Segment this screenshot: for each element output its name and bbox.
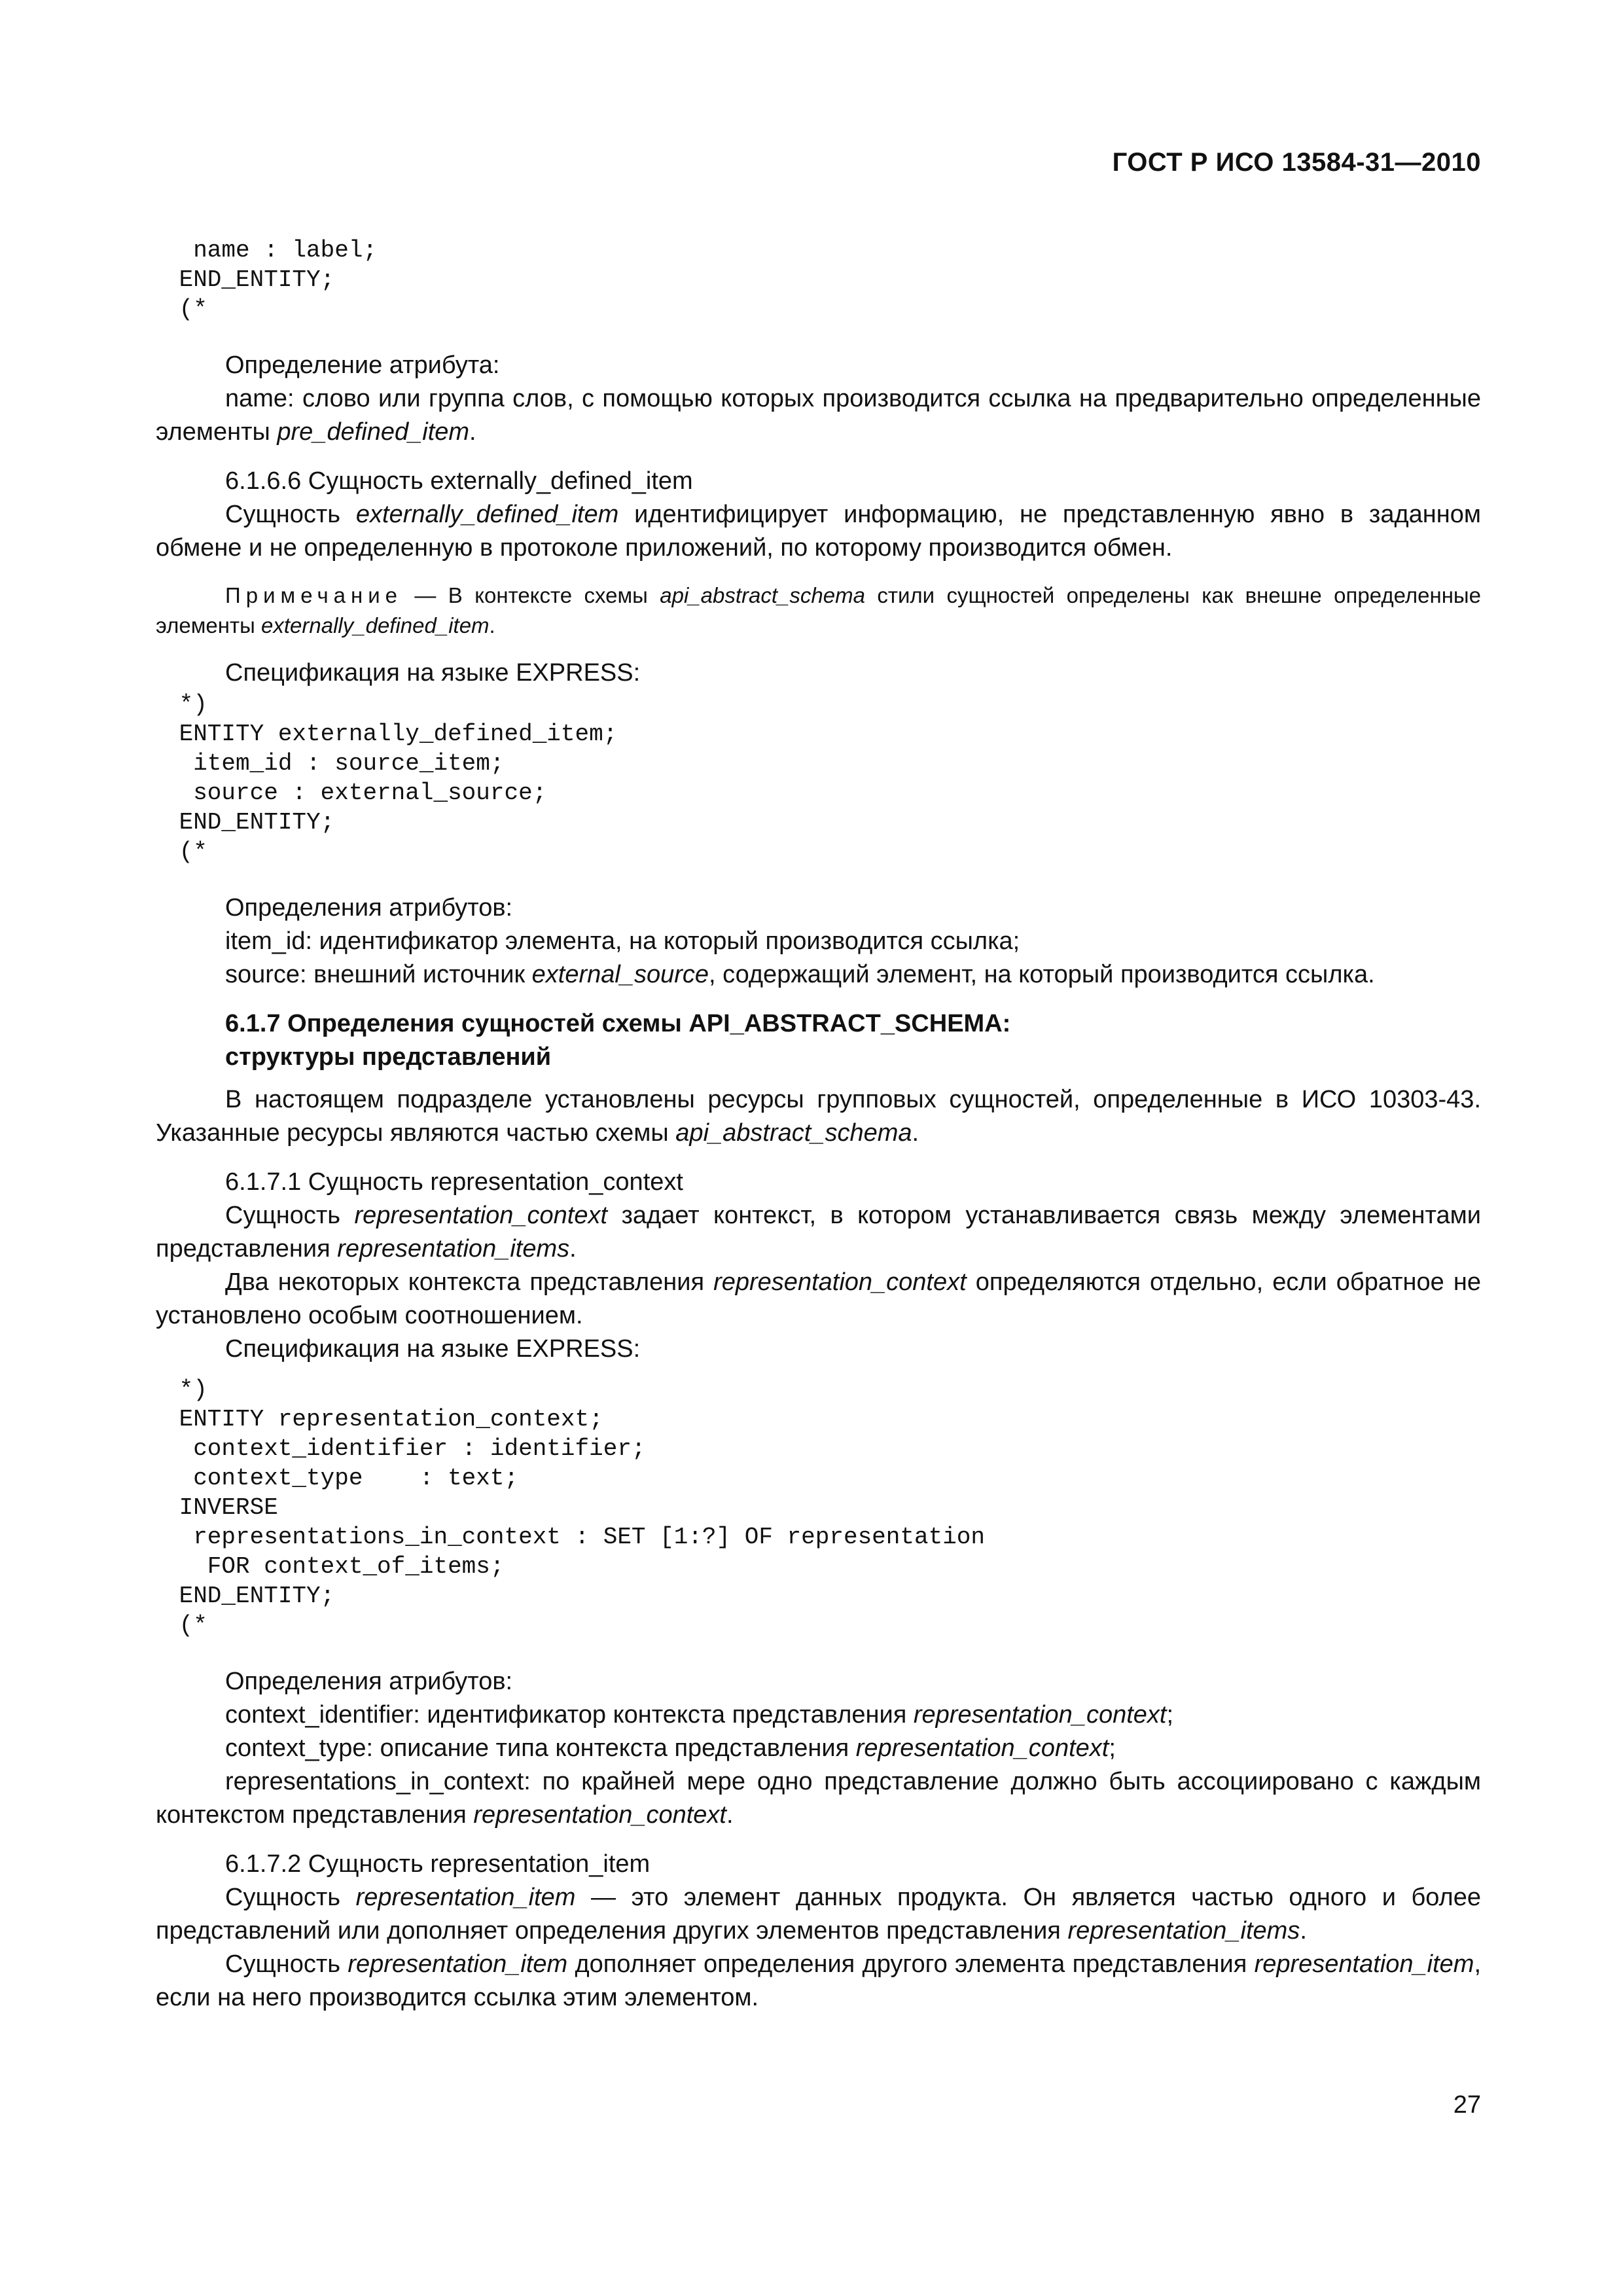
subsection-6-1-7-1: 6.1.7.1 Сущность representation_context (225, 1168, 683, 1196)
note-label: Примечание (225, 583, 403, 607)
paragraph-express-spec-1: Спецификация на языке EXPRESS: (225, 659, 641, 687)
paragraph-two-contexts: Два некоторых контекста представления representation_context определяются отдельно, если обратное не установлено особым соотношением. (156, 1268, 1481, 1329)
document-page (156, 0, 1481, 2296)
paragraph-context-type: context_type: описание типа контекста представления representation_context; (225, 1734, 1116, 1762)
paragraph-representation-context: Сущность representation_context задает контекст, в котором устанавливается связь между элементами представления representation_items. (156, 1202, 1481, 1263)
subsection-6-1-6-6: 6.1.6.6 Сущность externally_defined_item (225, 467, 693, 495)
paragraph-source: source: внешний источник external_source, содержащий элемент, на который производится ссылка. (225, 961, 1375, 988)
paragraph-attr-def: Определение атрибута: (225, 351, 500, 379)
page-content (156, 236, 1481, 2015)
paragraph-item-id: item_id: идентификатор элемента, на который производится ссылка; (225, 927, 1020, 955)
code-block-1: name : label; END_ENTITY; (* (179, 237, 378, 323)
code-block-2: *) ENTITY externally_defined_item; item_id : source_item; source : external_source; END_ENTITY; (* (179, 691, 618, 865)
paragraph-attrs-def-2: Определения атрибутов: (225, 1668, 513, 1695)
paragraph-group-resources: В настоящем подразделе установлены ресурсы групповых сущностей, определенные в ИСО 10303-43. Указанные ресурсы являются частью схемы api_abstract_schema. (156, 1086, 1481, 1147)
document-header: ГОСТ Р ИСО 13584-31—2010 (1112, 148, 1481, 177)
page-number: 27 (1453, 2091, 1481, 2119)
code-block-3: *) ENTITY representation_context; context_identifier : identifier; context_type : text; INVERSE representations_in_context : SET [1:?] OF representation FOR context_of_items; END_ENTITY; (* (179, 1376, 986, 1639)
paragraph-context-identifier: context_identifier: идентификатор контекста представления representation_context; (225, 1701, 1174, 1729)
section-heading-6-1-7: 6.1.7 Определения сущностей схемы API_ABSTRACT_SCHEMA: структуры представлений (225, 1010, 1011, 1071)
paragraph-externally-defined: Сущность externally_defined_item идентифицирует информацию, не представленную явно в заданном обмене и не определенную в протоколе приложений, по которому производится обмен. (156, 501, 1481, 562)
paragraph-attrs-def-1: Определения атрибутов: (225, 894, 513, 922)
note: Примечание — В контексте схемы api_abstract_schema стили сущностей определены как внешне определенные элементы externally_defined_item. (156, 583, 1481, 637)
subsection-6-1-7-2: 6.1.7.2 Сущность representation_item (225, 1850, 651, 1878)
paragraph-representation-item-supplement: Сущность representation_item дополняет определения другого элемента представления representation_item, если на него производится ссылка этим элементом. (156, 1950, 1481, 2011)
paragraph-name-def: name: слово или группа слов, с помощью которых производится ссылка на предварительно определенные элементы pre_defined_item. (156, 385, 1481, 446)
paragraph-representation-item: Сущность representation_item — это элемент данных продукта. Он является частью одного и более представлений или дополняет определения других элементов представления representation_items. (156, 1884, 1481, 1945)
paragraph-express-spec-2: Спецификация на языке EXPRESS: (225, 1335, 641, 1363)
paragraph-representations-in-context: representations_in_context: по крайней мере одно представление должно быть ассоциировано с каждым контекстом представления representation_context. (156, 1768, 1481, 1829)
